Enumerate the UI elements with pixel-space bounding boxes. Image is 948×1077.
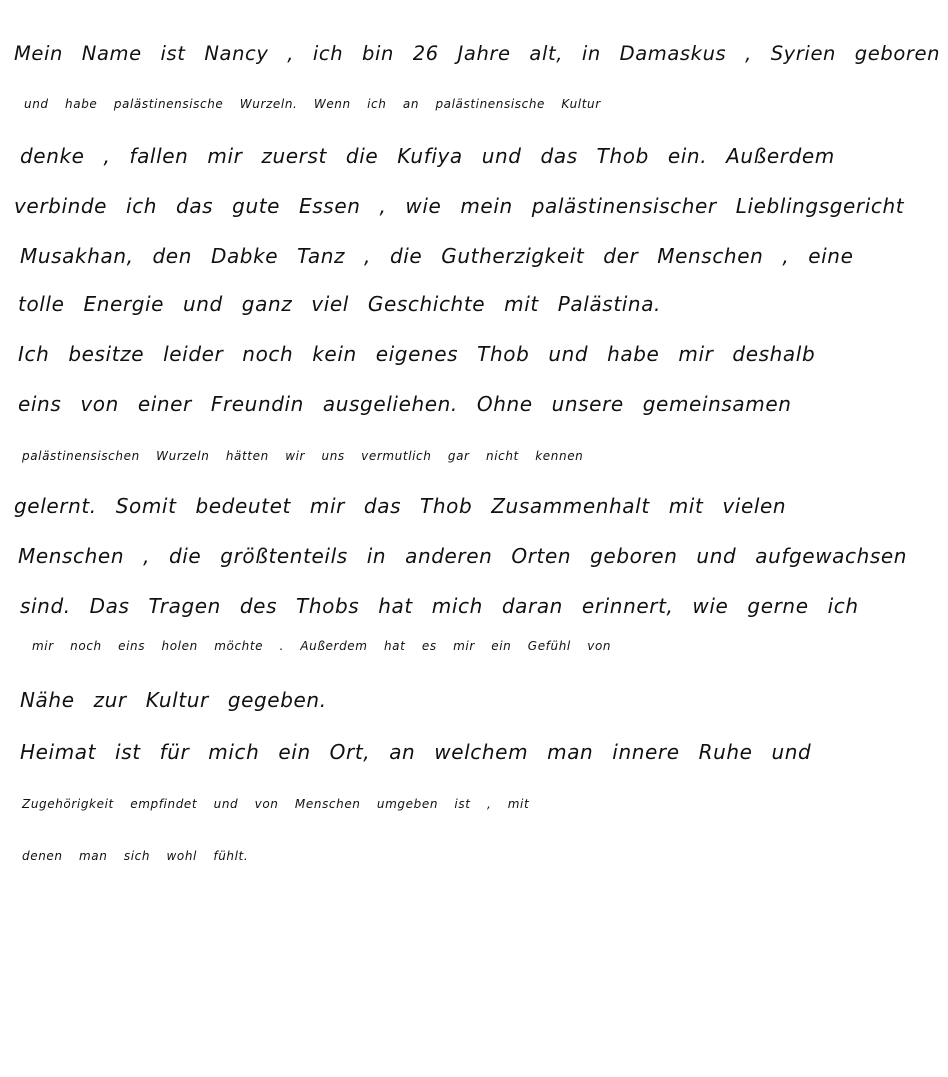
text-line: Musakhan, den Dabke Tanz , die Gutherzigkeit der Menschen , eine (20, 244, 854, 268)
text-line: denke , fallen mir zuerst die Kufiya und das Thob ein. Außerdem (20, 144, 835, 168)
text-line: Ich besitze leider noch kein eigenes Thob und habe mir deshalb (18, 342, 816, 366)
text-line: eins von einer Freundin ausgeliehen. Ohne unsere gemeinsamen (18, 392, 792, 416)
text-line: Nähe zur Kultur gegeben. (20, 688, 327, 712)
text-line: und habe palästinensische Wurzeln. Wenn ich an palästinensische Kultur (24, 97, 601, 111)
text-line: Menschen , die größtenteils in anderen Orten geboren und aufgewachsen (18, 544, 908, 568)
text-line: Mein Name ist Nancy , ich bin 26 Jahre alt, in Damaskus , Syrien geboren (14, 42, 941, 65)
text-line: Heimat ist für mich ein Ort, an welchem man innere Ruhe und (20, 740, 812, 764)
text-line: tolle Energie und ganz viel Geschichte mit Palästina. (18, 292, 662, 316)
text-line: sind. Das Tragen des Thobs hat mich daran erinnert, wie gerne ich (20, 594, 859, 618)
text-line: Zugehörigkeit empfindet und von Menschen umgeben ist , mit (22, 797, 530, 811)
text-line: verbinde ich das gute Essen , wie mein palästinensischer Lieblingsgericht (14, 194, 905, 218)
text-line: palästinensischen Wurzeln hätten wir uns vermutlich gar nicht kennen (22, 449, 584, 463)
text-line: mir noch eins holen möchte . Außerdem hat es mir ein Gefühl von (32, 639, 612, 653)
text-line: gelernt. Somit bedeutet mir das Thob Zusammenhalt mit vielen (14, 494, 787, 518)
text-line: denen man sich wohl fühlt. (22, 849, 249, 863)
